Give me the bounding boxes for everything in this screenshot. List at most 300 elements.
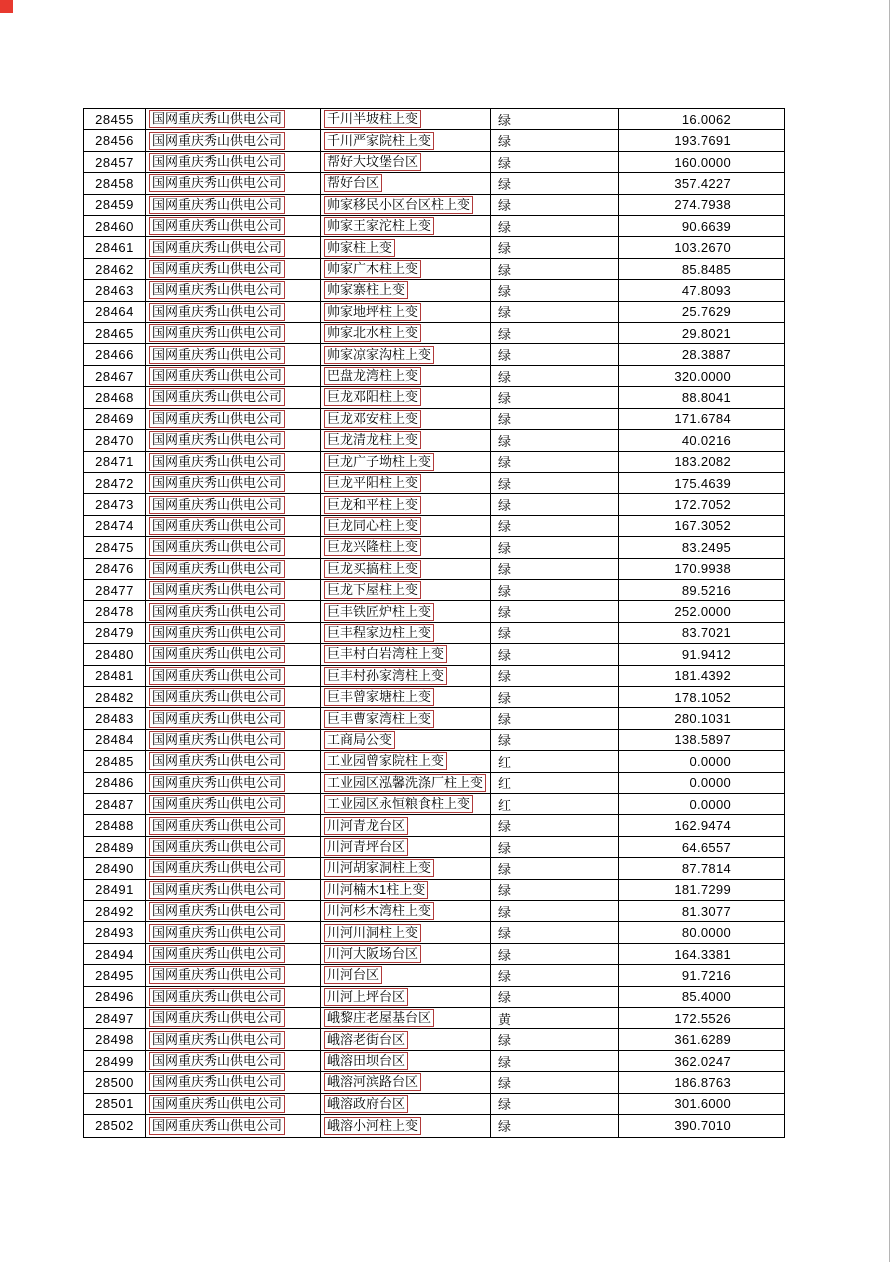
table-row [84,837,784,858]
status-cell: 绿 [491,387,619,407]
table-row [84,1115,784,1136]
station-annotation-box: 巴盘龙湾柱上变 [324,367,421,385]
station-name-cell [321,430,491,450]
table-row [84,1072,784,1093]
company-cell [146,730,321,750]
station-name-cell [321,1051,491,1071]
company-annotation-box: 国网重庆秀山供电公司 [149,538,285,556]
company-annotation-box: 国网重庆秀山供电公司 [149,881,285,899]
value-cell: 280.1031 [674,711,731,727]
company-annotation-box: 国网重庆秀山供电公司 [149,110,285,128]
value-cell: 167.3052 [674,518,731,534]
row-id-cell: 28476 [84,559,146,579]
company-annotation-box: 国网重庆秀山供电公司 [149,859,285,877]
station-name-cell [321,1008,491,1028]
station-name-cell [321,323,491,343]
station-name-cell [321,1029,491,1049]
value-cell: 274.7938 [674,197,731,213]
station-annotation-box: 川河上坪台区 [324,988,408,1006]
status-cell: 绿 [491,880,619,900]
company-annotation-box: 国网重庆秀山供电公司 [149,945,285,963]
station-annotation-box: 巨龙广子坳柱上变 [324,453,434,471]
table-row [84,730,784,751]
value-cell: 64.6557 [681,839,731,855]
status-cell: 绿 [491,644,619,664]
table-row [84,751,784,772]
station-annotation-box: 巨龙邓阳柱上变 [324,388,421,406]
station-annotation-box: 峨溶老街台区 [324,1031,408,1049]
status-cell: 绿 [491,559,619,579]
value-cell: 162.9474 [674,818,731,834]
company-cell [146,965,321,985]
table-row [84,237,784,258]
value-cell: 138.5897 [674,732,731,748]
row-id-cell: 28472 [84,473,146,493]
station-name-cell [321,195,491,215]
status-cell: 绿 [491,302,619,322]
value-cell: 193.7691 [674,133,731,149]
company-annotation-box: 国网重庆秀山供电公司 [149,196,285,214]
company-annotation-box: 国网重庆秀山供电公司 [149,645,285,663]
row-id-cell: 28489 [84,837,146,857]
value-cell: 0.0000 [689,753,731,769]
status-cell: 绿 [491,430,619,450]
station-name-cell [321,280,491,300]
status-cell: 黄 [491,1008,619,1028]
company-cell [146,130,321,150]
company-annotation-box: 国网重庆秀山供电公司 [149,1073,285,1091]
value-cell: 183.2082 [674,454,731,470]
status-cell: 绿 [491,815,619,835]
status-cell: 绿 [491,323,619,343]
company-cell [146,1051,321,1071]
row-id-cell: 28458 [84,173,146,193]
station-annotation-box: 帮好大坟堡台区 [324,153,421,171]
station-name-cell [321,730,491,750]
row-id-cell: 28481 [84,666,146,686]
value-cell: 47.8093 [681,282,731,298]
station-name-cell [321,302,491,322]
table-row [84,601,784,622]
station-name-cell [321,880,491,900]
station-name-cell [321,409,491,429]
station-name-cell [321,1072,491,1092]
company-annotation-box: 国网重庆秀山供电公司 [149,902,285,920]
value-cell: 81.3077 [681,903,731,919]
company-annotation-box: 国网重庆秀山供电公司 [149,132,285,150]
table-row [84,580,784,601]
table-row [84,259,784,280]
table-row [84,773,784,794]
corner-marker [0,0,13,13]
station-name-cell [321,1094,491,1114]
value-cell: 181.7299 [674,882,731,898]
table-row [84,109,784,130]
station-annotation-box: 峨溶河滨路台区 [324,1073,421,1091]
value-cell: 85.8485 [681,261,731,277]
status-cell: 绿 [491,195,619,215]
row-id-cell: 28484 [84,730,146,750]
station-name-cell [321,130,491,150]
value-cell: 85.4000 [681,989,731,1005]
company-cell [146,1008,321,1028]
row-id-cell: 28465 [84,323,146,343]
status-cell: 绿 [491,730,619,750]
company-annotation-box: 国网重庆秀山供电公司 [149,303,285,321]
station-annotation-box: 帅家北水柱上变 [324,324,421,342]
company-annotation-box: 国网重庆秀山供电公司 [149,603,285,621]
status-cell: 红 [491,773,619,793]
row-id-cell: 28475 [84,537,146,557]
company-cell [146,644,321,664]
status-cell: 绿 [491,173,619,193]
row-id-cell: 28479 [84,623,146,643]
status-cell: 绿 [491,516,619,536]
status-cell: 绿 [491,109,619,129]
company-cell [146,259,321,279]
row-id-cell: 28460 [84,216,146,236]
value-cell: 91.9412 [681,646,731,662]
station-name-cell [321,537,491,557]
station-annotation-box: 川河青坪台区 [324,838,408,856]
value-cell: 170.9938 [674,561,731,577]
company-annotation-box: 国网重庆秀山供电公司 [149,388,285,406]
table-row [84,537,784,558]
table-row [84,302,784,323]
station-annotation-box: 帮好台区 [324,174,382,192]
company-annotation-box: 国网重庆秀山供电公司 [149,346,285,364]
station-annotation-box: 巨丰曾家塘柱上变 [324,688,434,706]
company-annotation-box: 国网重庆秀山供电公司 [149,1009,285,1027]
table-row [84,152,784,173]
company-cell [146,1094,321,1114]
value-cell: 357.4227 [674,175,731,191]
status-cell: 绿 [491,1094,619,1114]
row-id-cell: 28493 [84,922,146,942]
company-cell [146,430,321,450]
value-cell: 178.1052 [674,689,731,705]
company-cell [146,473,321,493]
table-row [84,452,784,473]
table-row [84,666,784,687]
row-id-cell: 28457 [84,152,146,172]
row-id-cell: 28487 [84,794,146,814]
station-annotation-box: 千川半坡柱上变 [324,110,421,128]
station-annotation-box: 巨丰铁匠炉柱上变 [324,603,434,621]
station-annotation-box: 帅家柱上变 [324,239,395,257]
row-id-cell: 28497 [84,1008,146,1028]
row-id-cell: 28474 [84,516,146,536]
table-row [84,494,784,515]
company-annotation-box: 国网重庆秀山供电公司 [149,710,285,728]
company-annotation-box: 国网重庆秀山供电公司 [149,966,285,984]
table-row [84,1051,784,1072]
status-cell: 绿 [491,237,619,257]
status-cell: 绿 [491,537,619,557]
status-cell: 绿 [491,987,619,1007]
status-cell: 绿 [491,366,619,386]
company-annotation-box: 国网重庆秀山供电公司 [149,774,285,792]
table-row [84,858,784,879]
table-row [84,922,784,943]
company-cell [146,323,321,343]
company-annotation-box: 国网重庆秀山供电公司 [149,1095,285,1113]
row-id-cell: 28482 [84,687,146,707]
company-annotation-box: 国网重庆秀山供电公司 [149,838,285,856]
company-cell [146,837,321,857]
value-cell: 301.6000 [674,1096,731,1112]
status-cell: 绿 [491,687,619,707]
company-cell [146,387,321,407]
company-cell [146,173,321,193]
row-id-cell: 28464 [84,302,146,322]
status-cell: 绿 [491,216,619,236]
company-annotation-box: 国网重庆秀山供电公司 [149,581,285,599]
status-cell: 绿 [491,259,619,279]
company-annotation-box: 国网重庆秀山供电公司 [149,324,285,342]
company-annotation-box: 国网重庆秀山供电公司 [149,752,285,770]
row-id-cell: 28477 [84,580,146,600]
company-annotation-box: 国网重庆秀山供电公司 [149,795,285,813]
value-cell: 87.7814 [681,860,731,876]
station-annotation-box: 峨黎庄老屋基台区 [324,1009,434,1027]
company-cell [146,687,321,707]
company-cell [146,1115,321,1136]
value-cell: 90.6639 [681,218,731,234]
status-cell: 绿 [491,452,619,472]
station-annotation-box: 巨龙和平柱上变 [324,496,421,514]
station-annotation-box: 川河胡家洞柱上变 [324,859,434,877]
company-annotation-box: 国网重庆秀山供电公司 [149,281,285,299]
station-name-cell [321,858,491,878]
row-id-cell: 28459 [84,195,146,215]
status-cell: 绿 [491,1072,619,1092]
table-row [84,473,784,494]
station-name-cell [321,987,491,1007]
station-name-cell [321,666,491,686]
status-cell: 绿 [491,965,619,985]
company-cell [146,944,321,964]
value-cell: 252.0000 [674,604,731,620]
row-id-cell: 28494 [84,944,146,964]
table-row [84,130,784,151]
company-cell [146,987,321,1007]
station-annotation-box: 工商局公变 [324,731,395,749]
station-annotation-box: 巨丰曹家湾柱上变 [324,710,434,728]
page-right-edge-line [889,0,890,1262]
row-id-cell: 28502 [84,1115,146,1136]
row-id-cell: 28466 [84,344,146,364]
table-row [84,559,784,580]
station-annotation-box: 川河楠木1柱上变 [324,881,428,899]
status-cell: 绿 [491,858,619,878]
row-id-cell: 28473 [84,494,146,514]
row-id-cell: 28485 [84,751,146,771]
station-annotation-box: 帅家移民小区台区柱上变 [324,196,473,214]
station-name-cell [321,794,491,814]
table-row [84,687,784,708]
station-name-cell [321,173,491,193]
company-annotation-box: 国网重庆秀山供电公司 [149,1117,285,1135]
station-name-cell [321,580,491,600]
station-name-cell [321,922,491,942]
value-cell: 171.6784 [674,411,731,427]
row-id-cell: 28500 [84,1072,146,1092]
value-cell: 362.0247 [674,1053,731,1069]
row-id-cell: 28468 [84,387,146,407]
row-id-cell: 28483 [84,708,146,728]
table-row [84,280,784,301]
station-annotation-box: 峨溶田坝台区 [324,1052,408,1070]
station-name-cell [321,708,491,728]
company-annotation-box: 国网重庆秀山供电公司 [149,174,285,192]
status-cell: 绿 [491,152,619,172]
station-name-cell [321,837,491,857]
station-annotation-box: 峨溶小河柱上变 [324,1117,421,1135]
status-cell: 绿 [491,473,619,493]
status-cell: 绿 [491,280,619,300]
station-annotation-box: 帅家广木柱上变 [324,260,421,278]
status-cell: 绿 [491,922,619,942]
row-id-cell: 28498 [84,1029,146,1049]
company-cell [146,601,321,621]
company-annotation-box: 国网重庆秀山供电公司 [149,217,285,235]
company-cell [146,452,321,472]
status-cell: 绿 [491,580,619,600]
value-cell: 89.5216 [681,582,731,598]
station-annotation-box: 巨龙平阳柱上变 [324,474,421,492]
company-annotation-box: 国网重庆秀山供电公司 [149,517,285,535]
station-name-cell [321,259,491,279]
table-row [84,880,784,901]
status-cell: 绿 [491,344,619,364]
table-row [84,987,784,1008]
station-annotation-box: 巨龙清龙柱上变 [324,431,421,449]
company-annotation-box: 国网重庆秀山供电公司 [149,688,285,706]
company-annotation-box: 国网重庆秀山供电公司 [149,496,285,514]
station-name-cell [321,237,491,257]
station-name-cell [321,773,491,793]
company-annotation-box: 国网重庆秀山供电公司 [149,817,285,835]
company-cell [146,516,321,536]
row-id-cell: 28480 [84,644,146,664]
station-name-cell [321,815,491,835]
row-id-cell: 28486 [84,773,146,793]
value-cell: 103.2670 [674,240,731,256]
data-table [83,108,785,1138]
station-name-cell [321,216,491,236]
company-cell [146,922,321,942]
table-row [84,1029,784,1050]
status-cell: 绿 [491,944,619,964]
company-annotation-box: 国网重庆秀山供电公司 [149,667,285,685]
row-id-cell: 28488 [84,815,146,835]
value-cell: 88.8041 [681,389,731,405]
station-annotation-box: 帅家凉家沟柱上变 [324,346,434,364]
value-cell: 172.5526 [674,1010,731,1026]
table-row [84,1094,784,1115]
table-row [84,944,784,965]
company-cell [146,366,321,386]
station-name-cell [321,1115,491,1136]
company-annotation-box: 国网重庆秀山供电公司 [149,474,285,492]
status-cell: 绿 [491,837,619,857]
value-cell: 175.4639 [674,475,731,491]
station-annotation-box: 工业园曾家院柱上变 [324,752,447,770]
row-id-cell: 28501 [84,1094,146,1114]
table-row [84,173,784,194]
company-cell [146,880,321,900]
company-cell [146,858,321,878]
company-cell [146,580,321,600]
status-cell: 绿 [491,1115,619,1136]
value-cell: 172.7052 [674,497,731,513]
row-id-cell: 28495 [84,965,146,985]
table-row [84,965,784,986]
company-cell [146,216,321,236]
value-cell: 160.0000 [674,154,731,170]
company-cell [146,559,321,579]
station-annotation-box: 帅家地坪柱上变 [324,303,421,321]
status-cell: 绿 [491,130,619,150]
table-row [84,708,784,729]
company-cell [146,901,321,921]
table-row [84,623,784,644]
company-annotation-box: 国网重庆秀山供电公司 [149,453,285,471]
value-cell: 83.7021 [681,625,731,641]
row-id-cell: 28470 [84,430,146,450]
station-name-cell [321,473,491,493]
value-cell: 29.8021 [681,325,731,341]
station-name-cell [321,366,491,386]
station-annotation-box: 川河青龙台区 [324,817,408,835]
station-annotation-box: 巨丰村孙家湾柱上变 [324,667,447,685]
company-cell [146,109,321,129]
table-row [84,901,784,922]
table-row [84,366,784,387]
company-cell [146,666,321,686]
company-annotation-box: 国网重庆秀山供电公司 [149,560,285,578]
table-row [84,516,784,537]
company-cell [146,773,321,793]
company-cell [146,623,321,643]
company-annotation-box: 国网重庆秀山供电公司 [149,988,285,1006]
value-cell: 361.6289 [674,1032,731,1048]
station-annotation-box: 帅家寨柱上变 [324,281,408,299]
station-annotation-box: 巨龙兴隆柱上变 [324,538,421,556]
table-row [84,815,784,836]
company-annotation-box: 国网重庆秀山供电公司 [149,624,285,642]
table-row [84,430,784,451]
company-cell [146,794,321,814]
company-cell [146,344,321,364]
value-cell: 80.0000 [681,925,731,941]
station-name-cell [321,109,491,129]
company-annotation-box: 国网重庆秀山供电公司 [149,367,285,385]
row-id-cell: 28499 [84,1051,146,1071]
station-name-cell [321,751,491,771]
status-cell: 红 [491,751,619,771]
value-cell: 83.2495 [681,539,731,555]
station-name-cell [321,344,491,364]
table-row [84,644,784,665]
station-annotation-box: 川河杉木湾柱上变 [324,902,434,920]
station-name-cell [321,152,491,172]
station-annotation-box: 巨龙同心柱上变 [324,517,421,535]
status-cell: 绿 [491,1051,619,1071]
table-row [84,344,784,365]
value-cell: 25.7629 [681,304,731,320]
